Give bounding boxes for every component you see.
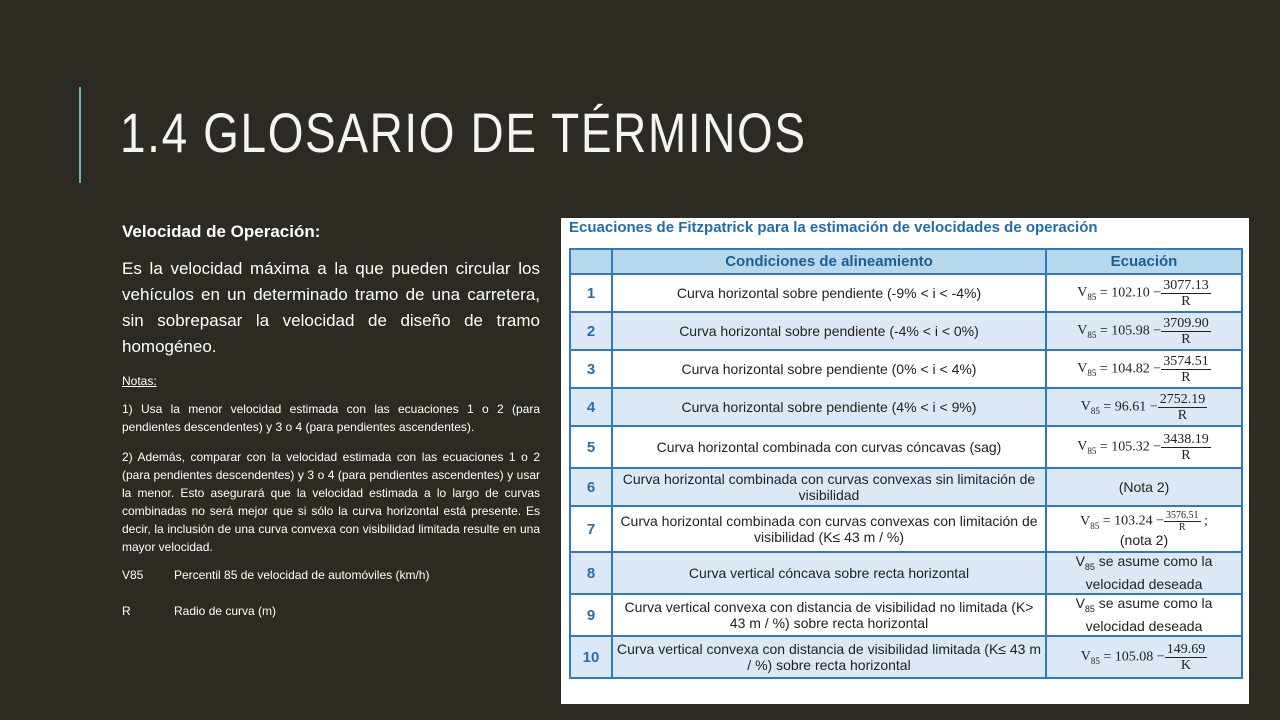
table-row (570, 350, 1242, 388)
v85-letter: V (1080, 649, 1091, 665)
row-number: 8 (570, 552, 612, 594)
header-equation: Ecuación (1046, 249, 1242, 274)
symbol-key: V85 (122, 568, 144, 582)
v85-letter: V (1080, 513, 1091, 529)
symbol-value: Percentil 85 de velocidad de automóviles (km/h) (174, 568, 430, 582)
accent-bar (79, 87, 81, 183)
term-definition: Es la velocidad máxima a la que pueden circular los vehículos en un determinado tramo de una carretera, sin sobrepasar la velocidad de diseño de tramo homogéneo. (122, 259, 540, 356)
v85-symbol (1080, 514, 1099, 529)
equation-constant: = 103.24 − (1099, 513, 1165, 529)
row-equation (1046, 506, 1242, 552)
header-number (570, 249, 612, 274)
row-number: 7 (570, 506, 612, 552)
v85-symbol (1080, 399, 1100, 417)
equation-constant: = 102.10 − (1096, 285, 1162, 301)
equation-text: se asume como la velocidad deseada (1085, 595, 1213, 634)
symbols-list (122, 568, 540, 640)
equation-constant: = 105.32 − (1096, 439, 1162, 455)
fraction-numerator: 2752.19 (1159, 391, 1206, 407)
note-1: 1) Usa la menor velocidad estimada con las ecuaciones 1 o 2 (para pendientes descendentes) y 3 o 4 (para pendientes ascendentes). (122, 402, 540, 434)
row-condition: Curva vertical convexa con distancia de visibilidad no limitada (K> 43 m / %) sobre recta horizontal (612, 594, 1046, 636)
left-text-column (122, 222, 540, 640)
row-number: 4 (570, 388, 612, 426)
row-equation (1046, 388, 1242, 426)
fraction-denominator: R (1178, 522, 1186, 533)
v85-letter: V (1075, 595, 1085, 612)
v85-symbol (1075, 553, 1095, 572)
row-number: 3 (570, 350, 612, 388)
row-equation (1046, 312, 1242, 350)
v85-subscript: 85 (1084, 561, 1095, 572)
v85-subscript: 85 (1087, 446, 1097, 457)
row-equation (1046, 274, 1242, 312)
v85-subscript: 85 (1087, 368, 1097, 379)
table-row (570, 636, 1242, 678)
row-condition: Curva horizontal combinada con curvas cóncavas (sag) (612, 426, 1046, 468)
header-conditions: Condiciones de alineamiento (612, 249, 1046, 274)
equation-text: se asume como la velocidad deseada (1085, 553, 1213, 592)
v85-letter: V (1077, 323, 1088, 339)
row-equation (1046, 594, 1242, 636)
v85-letter: V (1077, 285, 1088, 301)
equation-constant: = 104.82 − (1096, 361, 1162, 377)
row-condition: Curva horizontal combinada con curvas convexas con limitación de visibilidad (K≤ 43 m / %) (612, 506, 1046, 552)
row-equation (1046, 636, 1242, 678)
fraction-numerator: 3576.51 (1166, 510, 1199, 521)
v85-symbol (1080, 649, 1100, 667)
fraction-denominator: R (1181, 369, 1191, 385)
row-equation (1046, 468, 1242, 506)
term-heading: Velocidad de Operación: (122, 222, 321, 241)
table-row (570, 426, 1242, 468)
equation-fraction (1161, 432, 1211, 463)
row-number: 5 (570, 426, 612, 468)
row-number: 10 (570, 636, 612, 678)
fraction-numerator: 149.69 (1166, 641, 1206, 657)
note-2: 2) Además, comparar con la velocidad estimada con las ecuaciones 1 o 2 (para pendientes descendentes) y 3 o 4 (para pendientes ascendentes) y usar la menor. Esto asegurará que la velocidad estimada a lo largo de curvas combinadas no será mejor que si sólo la curva horizontal está presente. Es decir, la inclusión de una curva convexa con visibilidad limitada resulte en una mayor velocidad. (122, 450, 540, 554)
row-condition: Curva horizontal sobre pendiente (-4% < i < 0%) (612, 312, 1046, 350)
v85-subscript: 85 (1084, 603, 1095, 614)
table-row (570, 594, 1242, 636)
equations-table (569, 248, 1243, 679)
fraction-denominator: R (1181, 331, 1191, 347)
equation-fraction (1161, 278, 1211, 309)
equation-fraction (1161, 316, 1211, 347)
v85-subscript: 85 (1090, 520, 1100, 531)
equation-fraction (1165, 642, 1208, 673)
v85-subscript: 85 (1090, 656, 1100, 667)
symbol-value: Radio de curva (m) (174, 604, 277, 618)
v85-letter: V (1077, 439, 1088, 455)
row-condition: Curva horizontal sobre pendiente (-9% < i < -4%) (612, 274, 1046, 312)
table-row (570, 468, 1242, 506)
row-number: 9 (570, 594, 612, 636)
equation-constant: = 105.98 − (1096, 323, 1162, 339)
row-equation (1046, 426, 1242, 468)
row-equation (1046, 552, 1242, 594)
v85-symbol (1075, 595, 1095, 614)
slide-title: 1.4 GLOSARIO DE TÉRMINOS (120, 101, 807, 164)
symbol-key: R (122, 604, 131, 618)
equation-fraction (1158, 392, 1208, 423)
v85-symbol (1077, 439, 1097, 457)
fraction-numerator: 3709.90 (1163, 315, 1209, 331)
v85-subscript: 85 (1090, 406, 1100, 417)
row-number: 2 (570, 312, 612, 350)
notes-heading: Notas: (122, 374, 157, 388)
equation-constant: = 105.08 − (1099, 649, 1165, 665)
equation-note: (nota 2) (1119, 532, 1169, 548)
v85-subscript: 85 (1087, 330, 1097, 341)
row-number: 6 (570, 468, 612, 506)
v85-symbol (1077, 323, 1097, 341)
row-condition: Curva vertical cóncava sobre recta horizontal (612, 552, 1046, 594)
symbol-row (122, 604, 540, 640)
table-row (570, 388, 1242, 426)
row-number: 1 (570, 274, 612, 312)
v85-letter: V (1077, 361, 1088, 377)
v85-subscript: 85 (1087, 292, 1097, 303)
v85-symbol (1077, 285, 1097, 303)
row-equation (1046, 350, 1242, 388)
equation-text: (Nota 2) (1118, 479, 1170, 495)
fraction-denominator: K (1180, 657, 1192, 673)
row-condition: Curva horizontal combinada con curvas convexas sin limitación de visibilidad (612, 468, 1046, 506)
fraction-numerator: 3574.51 (1163, 353, 1209, 369)
table-row (570, 312, 1242, 350)
table-header-row (570, 249, 1242, 274)
v85-letter: V (1075, 553, 1085, 570)
row-condition: Curva horizontal sobre pendiente (0% < i < 4%) (612, 350, 1046, 388)
equation-constant: = 96.61 − (1099, 399, 1158, 415)
row-condition: Curva vertical convexa con distancia de visibilidad limitada (K≤ 43 m / %) sobre recta horizontal (612, 636, 1046, 678)
table-title: Ecuaciones de Fitzpatrick para la estimación de velocidades de operación (569, 219, 1098, 236)
table-row (570, 552, 1242, 594)
table-row (570, 506, 1242, 552)
fraction-numerator: 3077.13 (1163, 277, 1209, 293)
v85-symbol (1077, 361, 1097, 379)
table-row (570, 274, 1242, 312)
fraction-denominator: R (1181, 447, 1191, 463)
equation-fraction (1161, 354, 1211, 385)
fraction-denominator: R (1177, 407, 1188, 423)
fraction-denominator: R (1181, 293, 1191, 309)
fitzpatrick-table-figure (561, 218, 1249, 704)
equation-fraction (1164, 510, 1201, 533)
equation-suffix: ; (1200, 513, 1208, 529)
v85-letter: V (1080, 399, 1091, 415)
symbol-row (122, 568, 540, 604)
fraction-numerator: 3438.19 (1163, 431, 1209, 447)
row-condition: Curva horizontal sobre pendiente (4% < i < 9%) (612, 388, 1046, 426)
